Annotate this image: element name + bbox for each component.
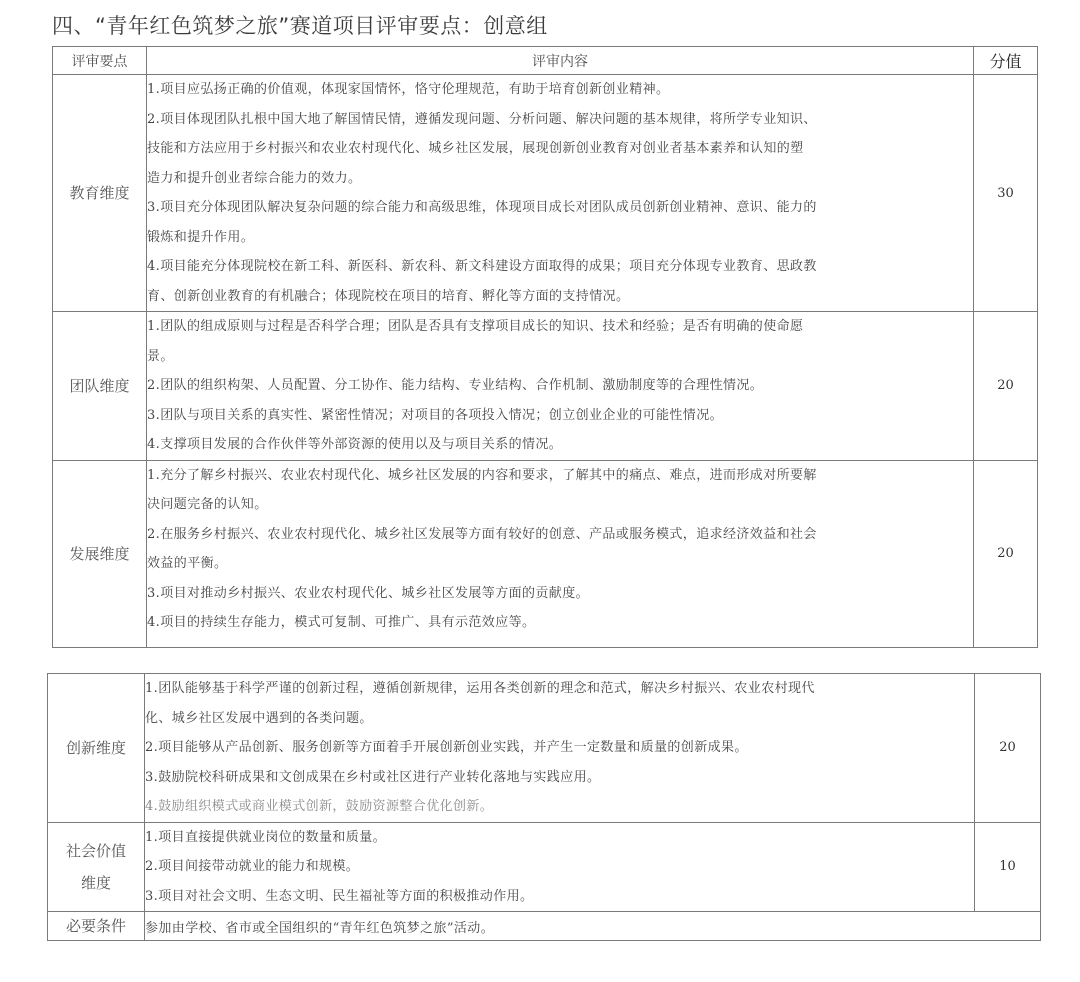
dimension-label-line: 维度 [80, 873, 111, 892]
content-line: 1.团队能够基于科学严谨的创新过程，遵循创新规律，运用各类创新的理念和范式，解决乡村振兴、农业农村现代 [145, 681, 815, 696]
content-line: 4.项目能充分体现院校在新工科、新医科、新农科、新文科建设方面取得的成果；项目充分体现专业教育、思政教 [147, 259, 817, 274]
row-requirement [48, 912, 1041, 941]
dimension-label: 发展维度 [53, 460, 147, 647]
content-cell [145, 822, 975, 912]
content-cell [147, 312, 974, 461]
score-value: 20 [974, 312, 1038, 461]
requirement-label: 必要条件 [48, 912, 145, 941]
table-header-row [53, 47, 1038, 75]
content-line: 1.项目直接提供就业岗位的数量和质量。 [145, 829, 387, 845]
content-line: 1.充分了解乡村振兴、农业农村现代化、城乡社区发展的内容和要求，了解其中的痛点、难点，进而形成对所要解 [147, 467, 817, 483]
content-cell [147, 460, 974, 647]
content-line: 4.鼓励组织模式或商业模式创新，鼓励资源整合优化创新。 [145, 799, 494, 814]
page-title: 四、“青年红色筑梦之旅”赛道项目评审要点：创意组 [52, 14, 548, 38]
row-innovation [48, 674, 1041, 823]
content-line: 3.项目对推动乡村振兴、农业农村现代化、城乡社区发展等方面的贡献度。 [147, 585, 590, 601]
content-line: 3.项目充分体现团队解决复杂问题的综合能力和高级思维，体现项目成长对团队成员创新创业精神、意识、能力的 [147, 200, 817, 215]
header-content: 评审内容 [147, 47, 974, 75]
row-development [53, 460, 1038, 647]
row-social-value [48, 822, 1041, 912]
content-cell [147, 75, 974, 312]
header-score: 分值 [974, 47, 1038, 75]
content-line: 3.团队与项目关系的真实性、紧密性情况；对项目的各项投入情况；创立创业企业的可能性情况。 [147, 407, 724, 423]
content-line: 4.项目的持续生存能力，模式可复制、可推广、具有示范效应等。 [147, 615, 536, 630]
content-line: 2.项目体现团队扎根中国大地了解国情民情，遵循发现问题、分析问题、解决问题的基本规律，将所学专业知识、 [147, 111, 817, 127]
content-line: 景。 [147, 348, 174, 364]
content-line: 3.鼓励院校科研成果和文创成果在乡村或社区进行产业转化落地与实践应用。 [145, 769, 601, 785]
content-cell [145, 674, 975, 823]
content-line: 1.团队的组成原则与过程是否科学合理；团队是否具有支撑项目成长的知识、技术和经验；是否有明确的使命愿 [147, 319, 804, 334]
content-line: 1.项目应弘扬正确的价值观，体现家国情怀，恪守伦理规范，有助于培育创新创业精神。 [147, 82, 670, 97]
dimension-label-line: 社会价值 [65, 841, 126, 860]
score-value: 20 [975, 674, 1041, 823]
score-value: 10 [975, 822, 1041, 912]
content-line: 育、创新创业教育的有机融合；体现院校在项目的培育、孵化等方面的支持情况。 [147, 288, 630, 304]
content-line: 2.项目能够从产品创新、服务创新等方面着手开展创新创业实践，并产生一定数量和质量的创新成果。 [145, 740, 748, 755]
score-value: 20 [974, 460, 1038, 647]
content-line: 效益的平衡。 [147, 556, 228, 571]
header-criteria: 评审要点 [53, 47, 147, 75]
dimension-label [48, 822, 145, 912]
content-line: 化、城乡社区发展中遇到的各类问题。 [145, 710, 373, 726]
content-line: 技能和方法应用于乡村振兴和农业农村现代化、城乡社区发展，展现创新创业教育对创业者基本素养和认知的塑 [147, 141, 804, 156]
score-value: 30 [974, 75, 1038, 312]
dimension-label: 创新维度 [48, 674, 145, 823]
content-line: 锻炼和提升作用。 [147, 229, 255, 245]
content-line: 决问题完备的认知。 [147, 497, 268, 512]
criteria-table-top [52, 46, 1038, 648]
requirement-text: 参加由学校、省市或全国组织的“青年红色筑梦之旅”活动。 [145, 912, 1041, 941]
dimension-label: 团队维度 [53, 312, 147, 461]
content-line: 2.团队的组织构架、人员配置、分工协作、能力结构、专业结构、合作机制、激励制度等的合理性情况。 [147, 378, 764, 393]
row-education [53, 75, 1038, 312]
content-line: 2.在服务乡村振兴、农业农村现代化、城乡社区发展等方面有较好的创意、产品或服务模式，追求经济效益和社会 [147, 526, 817, 542]
content-line: 造力和提升创业者综合能力的效力。 [147, 170, 362, 186]
dimension-label: 教育维度 [53, 75, 147, 312]
row-team [53, 312, 1038, 461]
content-line: 2.项目间接带动就业的能力和规模。 [145, 859, 360, 874]
content-line: 3.项目对社会文明、生态文明、民生福祉等方面的积极推动作用。 [145, 888, 534, 904]
content-line: 4.支撑项目发展的合作伙伴等外部资源的使用以及与项目关系的情况。 [147, 437, 563, 452]
criteria-table-bottom [47, 673, 1041, 941]
